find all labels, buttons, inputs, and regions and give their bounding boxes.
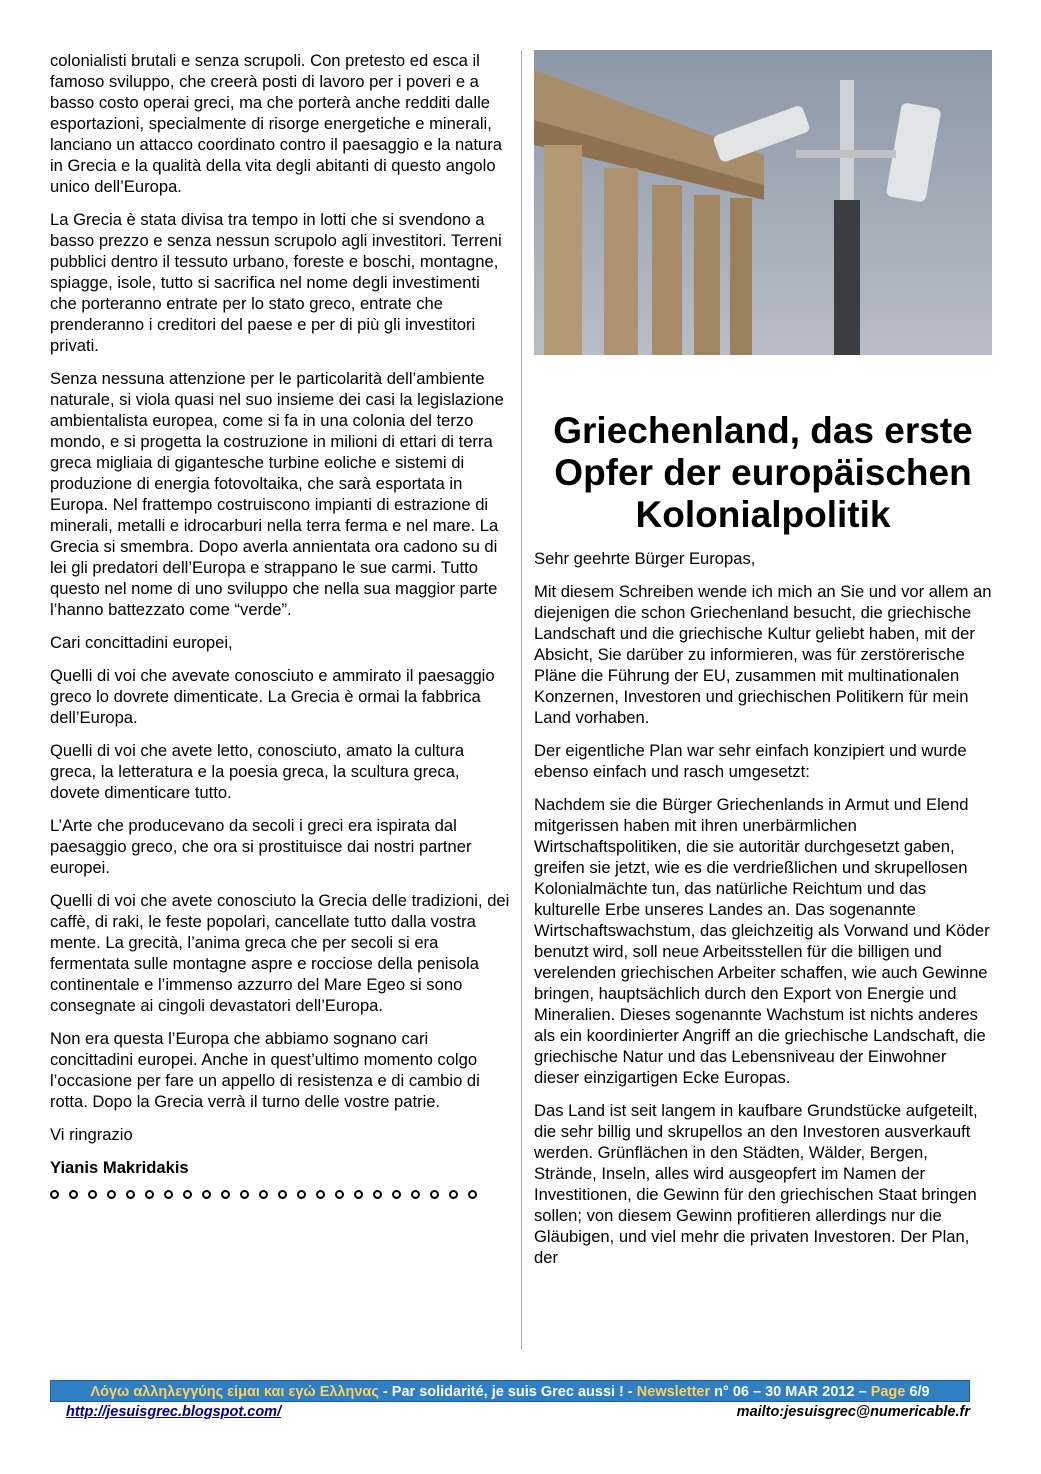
paragraph: Cari concittadini europei, [50,633,233,652]
footer-page-label: Page [870,1384,906,1400]
paragraph: Quelli di voi che avete letto, conosciuto, amato la cultura greca, la letteratura e la poesia greca, la scultura greca, dovete dimenticare tutto. [50,741,465,802]
paragraph: Der eigentliche Plan war sehr einfach konzipiert und wurde ebenso einfach und rasch umgesetzt: [534,741,967,781]
paragraph: Sehr geehrte Bürger Europas, [534,549,756,568]
footer-issue: n° 06 – 30 MAR 2012 – [710,1384,871,1400]
footer-separator: - [623,1384,637,1400]
footer-page-number: 6/9 [905,1384,930,1400]
paragraph: L’Arte che producevano da secoli i greci era ispirata dal paesaggio greco, che ora si prostituisce dai nostri partner europei. [50,816,472,877]
blog-link[interactable]: http://jesuisgrec.blogspot.com/ [66,1404,282,1420]
left-column [50,50,510,1199]
right-column [534,548,992,1280]
paragraph: Mit diesem Schreiben wende ich mich an Sie und vor allem an diejenigen die schon Griechenland besucht, die griechische Landschaft und die griechische Kultur geliebt haben, mit der Absicht, Sie darüber zu informieren, was für zerstörerische Pläne die Führung der EU, zusammen mit multinationalen Konzernen, Investoren und griechischen Politikern für mein Land vorhaben. [534,582,992,727]
dot-separator [50,1190,510,1199]
paragraph: Quelli di voi che avevate conosciuto e ammirato il paesaggio greco lo dovrete dimenticate. La Grecia è ormai la fabbrica dell’Europa. [50,666,495,727]
footer-bar [50,1380,970,1402]
paragraph: Das Land ist seit langem in kaufbare Grundstücke aufgeteilt, die sehr billig und skrupellos an den Investoren ausverkauft werden. Grünflächen in den Städten, Wälder, Bergen, Strände, Inseln, alles wird ausgeopfert im Namen der Investitionen, die Gewinn für den griechischen Staat bringen sollen; von diesem Gewinn profitieren allerdings nur die Gläubigen, und viel mehr die privaten Investoren. Der Plan, der [534,1101,978,1267]
footer-text [61,1381,959,1401]
paragraph: colonialisti brutali e senza scrupoli. Con pretesto ed esca il famoso sviluppo, che creerà posti di lavoro per i poveri e a basso costo operai greci, ma che porterà anche redditi dalle esportazioni, specialmente di risorge energetiche e minerali, lanciano un attacco coordinato contro il paesaggio e la natura in Grecia e la qualità della vita degli abitanti di questo angolo unico dell’Europa. [50,51,503,196]
paragraph: Vi ringrazio [50,1125,133,1144]
paragraph: La Grecia è stata divisa tra tempo in lotti che si svendono a basso prezzo e senza nessun scrupolo agli investitori. Terreni pubblici dentro il tessuto urbano, foreste e boschi, montagne, spiagge, isole, tutto si sacrifica nel nome degli investimenti che porteranno entrate per lo stato greco, entrate che prenderanno i creditori del paese e per di più gli investitori privati. [50,210,502,355]
footer-links [66,1404,970,1420]
footer-separator: - [378,1384,392,1400]
parthenon-cctv-photo [534,50,992,355]
footer-french: Par solidarité, je suis Grec aussi ! [391,1384,624,1400]
paragraph: Quelli di voi che avete conosciuto la Grecia delle tradizioni, dei caffè, di raki, le feste popolari, cancellate tutto dalla vostra mente. La grecità, l’anima greca che per secoli si era fermentata sulle montagne aspre e rocciose della penisola continentale e l’immenso azzurro del Mare Egeo si sono consegnate ai cingoli devastatori dell’Europa. [50,891,510,1015]
email-link[interactable]: mailto:jesuisgrec@numericable.fr [736,1404,970,1420]
article-headline: Griechenland, das erste Opfer der europäischen Kolonialpolitik [553,410,973,535]
footer-greek: Λόγω αλληλεγγύης είμαι και εγώ Ελληνας [90,1384,379,1400]
paragraph: Nachdem sie die Bürger Griechenlands in Armut und Elend mitgerissen haben mit ihren unerbärmlichen Wirtschaftspolitiken, die sie autoritär durchgesetzt gaben, greifen sie jetzt, wie es die verdrießlichen und skrupellosen Kolonialmächte tun, das natürliche Reichtum und das kulturelle Erbe unseres Landes an. Das sogenannte Wirtschaftswachstum, das gleichzeitig als Vorwand und Köder benutzt wird, soll neue Arbeitsstellen für die billigen und verelenden griechischen Arbeiter schaffen, wie auch Gewinne bringen, hauptsächlich durch den Export von Energie und Mineralien. Dieses sogenannte Wachstum ist nichts anderes als ein koordinierter Angriff an die griechische Landschaft, die griechische Natur und das Lebensniveau der Einwohner dieser einzigartigen Ecke Europas. [534,795,990,1087]
signature: Yianis Makridakis [50,1158,189,1177]
column-divider [521,50,522,1350]
paragraph: Non era questa l’Europa che abbiamo sognano cari concittadini europei. Anche in quest’ultimo momento colgo l’occasione per fare un appello di resistenza e di cambio di rotta. Dopo la Grecia verrà il turno delle vostre patrie. [50,1029,480,1111]
footer-newsletter-label: Newsletter [636,1384,711,1400]
paragraph: Senza nessuna attenzione per le particolarità dell’ambiente naturale, si viola quasi nel suo insieme dei casi la legislazione ambientalista europea, come si fa in una colonia del terzo mondo, e si progetta la costruzione in milioni di ettari di terra greca migliaia di gigantesche turbine eoliche e sistemi di produzione di energia fotovoltaika, che sarà esportata in Europa. Nel frattempo costruiscono impianti di estrazione di minerali, metalli e idrocarburi nella terra ferma e nel mare. La Grecia si smembra. Dopo averla annientata ora cadono su di lei gli predatori dell’Europa e strappano le sue carmi. Tutto questo nel nome di uno sviluppo che nella sua maggior parte l’hanno battezzato come “verde”. [50,369,504,619]
